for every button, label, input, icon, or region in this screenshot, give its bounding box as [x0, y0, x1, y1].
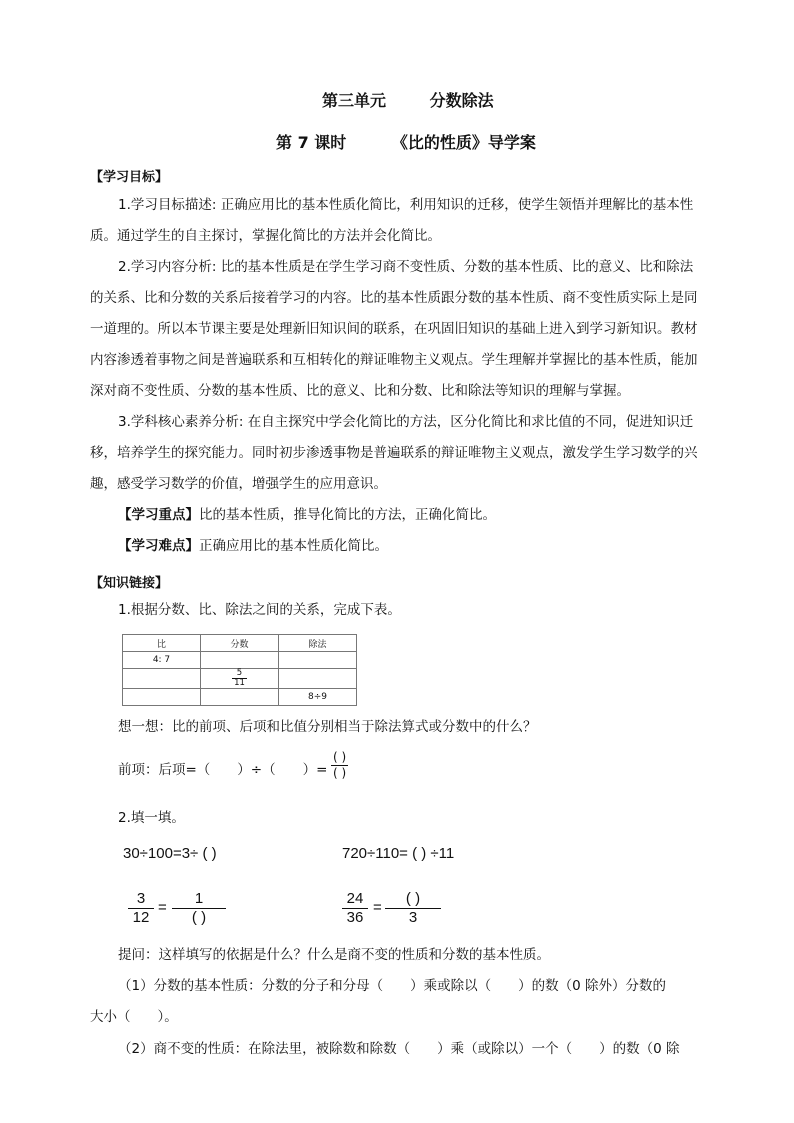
unit-title — [322, 88, 494, 111]
ask-prompt: 提问：这样填写的依据是什么？什么是商不变的性质和分数的基本性质。 — [118, 947, 550, 963]
relation-table — [122, 634, 357, 706]
table-header-division: 除法 — [279, 635, 357, 652]
fraction-3-12 — [128, 890, 154, 927]
table-fraction — [232, 669, 247, 688]
fraction-numerator: 5 — [232, 669, 247, 679]
ratio-line — [118, 755, 327, 786]
table-row — [123, 652, 357, 669]
equation-2[interactable]: 720÷110= ( ) ÷11 — [342, 845, 455, 862]
table-cell[interactable] — [279, 652, 357, 669]
goals-heading: 【学习目标】 — [90, 170, 169, 185]
goal-item-3: 3.学科核心素养分析: 在自主探究中学会化简比的方法，区分化简比和求比值的不同，促进知识迁移，培养学生的探究能力。同时初步渗透事物是普遍联系的辩证唯物主义观点，激发学生学习数学的兴趣，感受学习数学的价值，增强学生的应用意识。 — [90, 414, 698, 492]
fraction-denominator: 36 — [346, 909, 364, 926]
table-header-ratio: 比 — [123, 635, 201, 652]
fraction-numerator: 1 — [172, 890, 226, 909]
unit-label: 第三单元 — [322, 91, 387, 110]
fraction-numerator: 3 — [128, 890, 154, 909]
table-header-fraction: 分数 — [201, 635, 279, 652]
table-cell[interactable] — [279, 669, 357, 689]
table-cell: 8÷9 — [279, 689, 357, 706]
table-cell[interactable] — [201, 689, 279, 706]
difficult-point-text: 正确应用比的基本性质化简比。 — [199, 538, 388, 554]
goal-item-1: 1.学习目标描述: 正确应用比的基本性质化简比，利用知识的迁移，使学生领悟并理解比的基本性质。通过学生的自主探讨，掌握化简比的方法并会化简比。 — [90, 197, 694, 244]
links-heading: 【知识链接】 — [90, 576, 169, 591]
question-2: 2.填一填。 — [118, 810, 185, 826]
lesson-number: 第 7 课时 — [276, 133, 347, 152]
fraction-24-36 — [342, 890, 368, 927]
property-1-cont: 大小（ ）。 — [90, 1009, 178, 1025]
property-2: （2）商不变的性质：在除法里，被除数和除数（ ）乘（或除以）一个（ ）的数（0 除 — [118, 1041, 680, 1057]
key-point-text: 比的基本性质，推导化简比的方法，正确化简比。 — [199, 507, 496, 523]
lesson-title — [276, 130, 536, 153]
lesson-name: 《比的性质》导学案 — [391, 133, 536, 152]
think-prompt: 想一想：比的前项、后项和比值分别相当于除法算式或分数中的什么？ — [118, 719, 537, 735]
table-cell[interactable] — [123, 669, 201, 689]
fraction-numerator: ( ) — [385, 890, 441, 909]
ratio-blank-fraction[interactable] — [331, 750, 348, 781]
fraction-denominator: 3 — [408, 909, 418, 926]
fraction-answer-2[interactable] — [385, 890, 441, 927]
difficult-point — [118, 531, 388, 562]
fraction-answer-1[interactable] — [172, 890, 226, 927]
property-1: （1）分数的基本性质：分数的分子和分母（ ）乘或除以（ ）的数（0 除外）分数的 — [118, 978, 666, 994]
fraction-numerator: 24 — [342, 890, 368, 909]
table-cell — [201, 669, 279, 689]
key-point-label: 【学习重点】 — [118, 507, 199, 523]
table-row — [123, 689, 357, 706]
fraction-denominator: 12 — [132, 909, 150, 926]
key-point — [118, 500, 496, 531]
fraction-denominator: ( ) — [191, 909, 207, 926]
question-1: 1.根据分数、比、除法之间的关系，完成下表。 — [118, 602, 401, 618]
table-cell: 4: 7 — [123, 652, 201, 669]
goal-item-2: 2.学习内容分析: 比的基本性质是在学生学习商不变性质、分数的基本性质、比的意义、比和除法的关系、比和分数的关系后接着学习的内容。比的基本性质跟分数的基本性质、商不变性质实际上是同一道理的。所以本节课主要是处理新旧知识间的联系，在巩固旧知识的基础上进入到学习新知识。教材内容渗透着事物之间是普遍联系和互相转化的辩证唯物主义观点。学生理解并掌握比的基本性质，能加深对商不变性质、分数的基本性质、比的意义、比和分数、比和除法等知识的理解与掌握。 — [90, 259, 698, 399]
table-cell[interactable] — [201, 652, 279, 669]
table-cell[interactable] — [123, 689, 201, 706]
table-row — [123, 669, 357, 689]
blank-numerator: ( ) — [333, 750, 347, 764]
unit-name: 分数除法 — [429, 91, 494, 110]
fraction-denominator: 11 — [234, 678, 245, 688]
equation-1[interactable]: 30÷100=3÷ ( ) — [123, 845, 217, 862]
equals-sign: = — [158, 899, 167, 916]
ratio-line-text: 前项：后项=（ ）÷（ ）= — [118, 762, 328, 778]
equals-sign: = — [373, 899, 382, 916]
difficult-point-label: 【学习难点】 — [118, 538, 199, 554]
table-header-row — [123, 635, 357, 652]
blank-denominator: ( ) — [333, 766, 347, 780]
